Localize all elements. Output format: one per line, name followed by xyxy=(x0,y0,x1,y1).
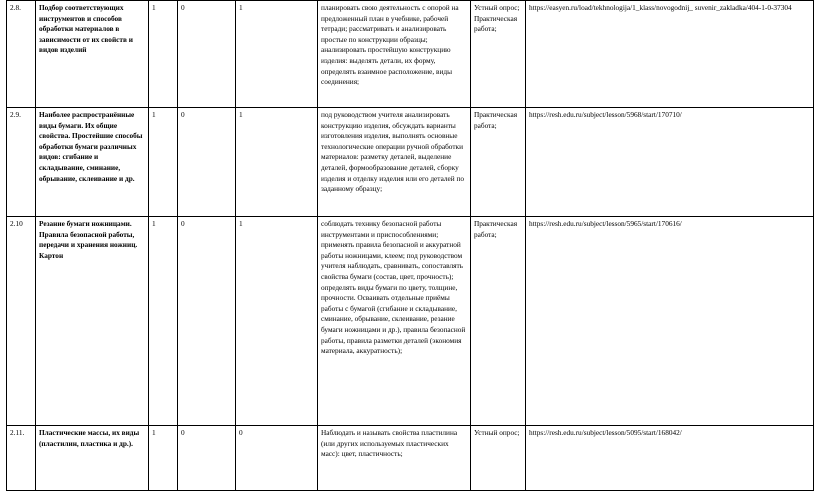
activities-cell: Наблюдать и называть свойства пластилина (или других используемых пластических масс): цвет, пластичность; xyxy=(318,426,471,491)
resource-link[interactable]: https://resh.edu.ru/subject/lesson/5965/start/170616/ xyxy=(526,217,814,426)
resource-link[interactable]: https://resh.edu.ru/subject/lesson/5095/start/168042/ xyxy=(526,426,814,491)
hours-total-cell: 1 xyxy=(149,108,178,217)
row-number: 2.9. xyxy=(7,108,36,217)
activities-cell: планировать свою деятельность с опорой на предложенный план в учебнике, рабочей тетради; рассматривать и анализировать простые по конструкции образцы; анализировать простейшую конструкцию изделия: выделять детали, их форму, определять взаимное расположение, виды соединения; xyxy=(318,1,471,108)
topic-cell: Наиболее распространённые виды бумаги. Их общие свойства. Простейшие способы обработки бумаги различных видов: сгибание и складывание, сминание, обрывание, склеивание и др. xyxy=(36,108,149,217)
hours-control-cell: 0 xyxy=(178,426,236,491)
resource-link[interactable]: https://resh.edu.ru/subject/lesson/5968/start/170710/ xyxy=(526,108,814,217)
hours-total-cell: 1 xyxy=(149,217,178,426)
activities-cell: соблюдать технику безопасной работы инструментами и приспособлениями; применять правила безопасной и аккуратной работы ножницами, клеем; под руководством учителя наблюдать, сравнивать, сопоставлять свойства бумаги (состав, цвет, прочность); определять виды бумаги по цвету, толщине, прочности. Осваивать отдельные приёмы работы с бумагой (сгибание и складывание, сминание, обрывание, склеивание, резание бумаги ножницами и др.), правила безопасной работы, правила разметки деталей (экономия материала, аккуратность); xyxy=(318,217,471,426)
hours-practical-cell: 1 xyxy=(236,108,318,217)
assessment-cell: Практическая работа; xyxy=(471,217,526,426)
row-number: 2.11. xyxy=(7,426,36,491)
hours-control-cell: 0 xyxy=(178,217,236,426)
hours-practical-cell: 1 xyxy=(236,1,318,108)
row-number: 2.10 xyxy=(7,217,36,426)
topic-cell: Подбор соответствующих инструментов и способов обработки материалов в зависимости от их свойств и видов изделий xyxy=(36,1,149,108)
hours-practical-cell: 0 xyxy=(236,426,318,491)
topic-cell: Резание бумаги ножницами. Правила безопасной работы, передачи и хранения ножниц. Картон xyxy=(36,217,149,426)
row-number: 2.8. xyxy=(7,1,36,108)
table-row xyxy=(7,426,814,491)
assessment-cell: Устный опрос; Практическая работа; xyxy=(471,1,526,108)
lesson-plan-table xyxy=(6,0,814,491)
assessment-cell: Устный опрос; xyxy=(471,426,526,491)
activities-cell: под руководством учителя анализировать конструкцию изделия, обсуждать варианты изготовления изделия, выполнять основные технологические операции ручной обработки материалов: разметку деталей, выделение деталей, формообразование деталей, сборку изделия и отделку изделия или его деталей по заданному образцу; xyxy=(318,108,471,217)
hours-control-cell: 0 xyxy=(178,108,236,217)
table-row xyxy=(7,217,814,426)
hours-total-cell: 1 xyxy=(149,426,178,491)
hours-practical-cell: 1 xyxy=(236,217,318,426)
hours-control-cell: 0 xyxy=(178,1,236,108)
table-row xyxy=(7,108,814,217)
assessment-cell: Практическая работа; xyxy=(471,108,526,217)
hours-total-cell: 1 xyxy=(149,1,178,108)
topic-cell: Пластические массы, их виды (пластилин, пластика и др.). xyxy=(36,426,149,491)
table-row xyxy=(7,1,814,108)
resource-link[interactable]: https://easyen.ru/load/tekhnologija/1_klass/novogodnij_ suvenir_zakladka/404-1-0-37304 xyxy=(526,1,814,108)
